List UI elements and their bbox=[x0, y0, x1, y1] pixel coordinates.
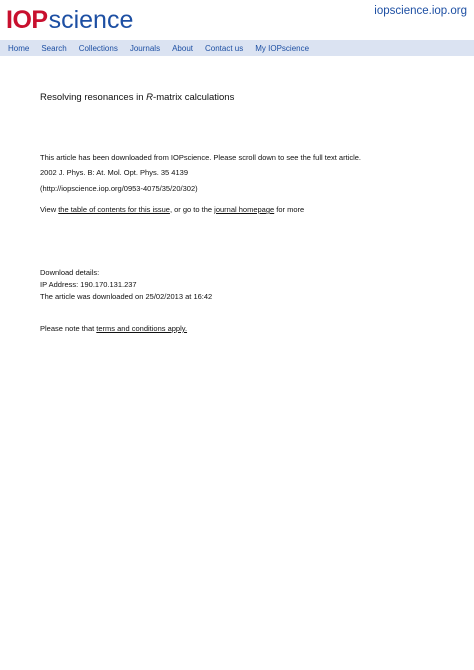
nav-contact-us[interactable]: Contact us bbox=[205, 43, 244, 53]
view-links-line bbox=[40, 205, 304, 214]
nav-collections[interactable]: Collections bbox=[78, 43, 118, 53]
terms-note bbox=[40, 324, 187, 333]
nav-search[interactable]: Search bbox=[41, 43, 67, 53]
download-details-heading: Download details: bbox=[40, 268, 100, 277]
article-url: (http://iopscience.iop.org/0953-4075/35/20/302) bbox=[40, 184, 198, 193]
nav-about[interactable]: About bbox=[172, 43, 193, 53]
terms-pre: Please note that bbox=[40, 324, 97, 333]
title-pre: Resolving resonances in bbox=[40, 92, 147, 103]
table-of-contents-link[interactable]: the table of contents for this issue bbox=[58, 205, 170, 214]
terms-link[interactable]: terms and conditions apply. bbox=[96, 324, 188, 333]
nav-home[interactable]: Home bbox=[8, 43, 30, 53]
download-notice: This article has been downloaded from IOPscience. Please scroll down to see the full text article. bbox=[40, 153, 361, 162]
nav-my-iopscience[interactable]: My IOPscience bbox=[255, 43, 310, 53]
ip-address: IP Address: 190.170.131.237 bbox=[40, 280, 137, 289]
iopscience-logo[interactable] bbox=[6, 3, 133, 33]
site-header bbox=[0, 0, 474, 40]
logo-science-text: science bbox=[48, 6, 134, 34]
nav-journals[interactable]: Journals bbox=[129, 43, 161, 53]
title-post: -matrix calculations bbox=[153, 92, 235, 103]
view-post: for more bbox=[274, 205, 305, 214]
logo-iop-text: IOP bbox=[6, 6, 48, 34]
journal-homepage-link[interactable]: journal homepage bbox=[214, 205, 275, 214]
site-home-link[interactable]: iopscience.iop.org bbox=[374, 5, 467, 17]
download-timestamp: The article was downloaded on 25/02/2013 at 16:42 bbox=[40, 292, 213, 301]
citation: 2002 J. Phys. B: At. Mol. Opt. Phys. 35 4139 bbox=[40, 168, 188, 177]
title-italic: R bbox=[146, 92, 154, 103]
view-pre: View bbox=[40, 205, 59, 214]
nav-bar bbox=[0, 40, 474, 56]
view-mid: , or go to the bbox=[169, 205, 215, 214]
article-title bbox=[40, 92, 234, 103]
